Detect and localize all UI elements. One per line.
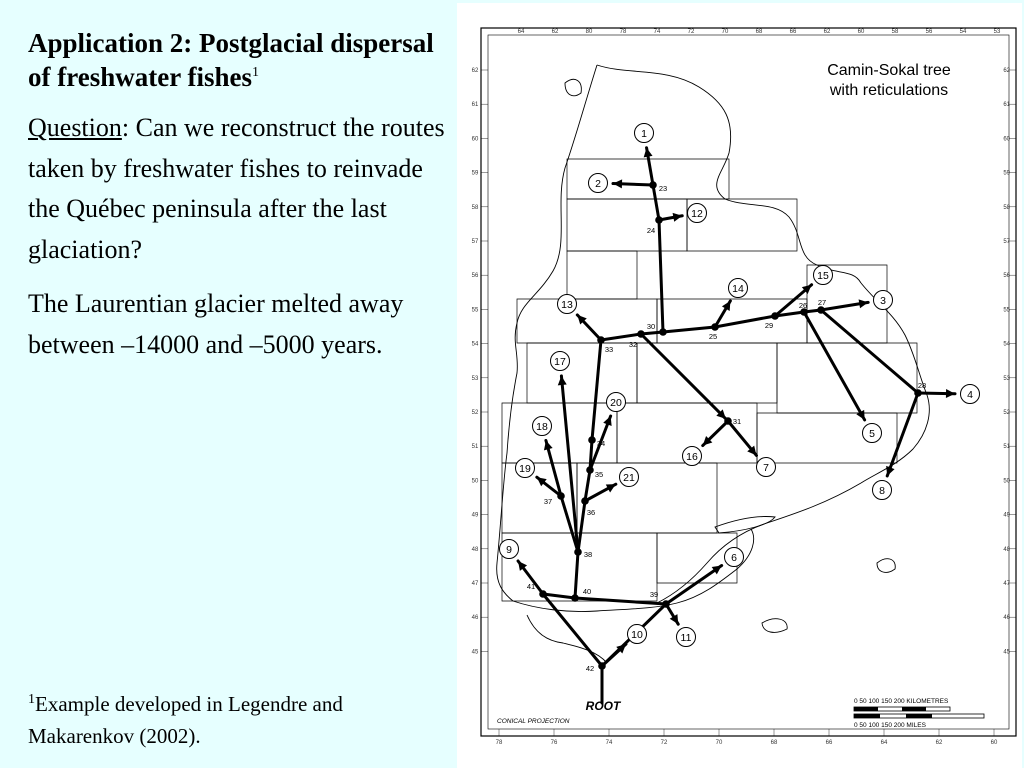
internal-node-dot [574, 548, 582, 556]
latitude-tick-label: 52 [471, 410, 479, 416]
longitude-tick-label: 78 [495, 740, 503, 746]
scale-mi-segment [906, 714, 932, 718]
internal-node-label: 32 [628, 340, 638, 349]
leaf-node-10 [628, 625, 647, 644]
internal-node-29 [765, 312, 779, 330]
longitude-tick-label: 72 [687, 29, 695, 35]
quebec-map [457, 3, 1022, 768]
latitude-tick-label: 45 [471, 649, 479, 656]
internal-node-dot [817, 306, 825, 314]
leaf-node-14 [729, 279, 748, 298]
latitude-tick-label: 55 [1003, 307, 1010, 314]
arrowhead [946, 389, 955, 398]
internal-node-label: 36 [586, 508, 596, 517]
latitude-tick-label: 50 [471, 478, 479, 485]
latitude-tick-label: 62 [1003, 68, 1010, 74]
leaf-node-20 [607, 393, 626, 412]
internal-node-dot [637, 330, 645, 338]
internal-node-39 [650, 590, 670, 608]
internal-node-dot [711, 323, 719, 331]
leaf-node-label: 1 [641, 127, 647, 140]
longitude-tick-label: 74 [605, 740, 613, 746]
longitude-tick-label: 76 [550, 740, 558, 746]
leaf-node-4 [961, 385, 980, 404]
leaf-node-19 [516, 459, 535, 478]
latitude-tick-label: 57 [1003, 239, 1010, 245]
caption-line-2: with reticulations [829, 82, 949, 99]
tree-edge [663, 327, 715, 332]
longitude-tick-label: 62 [823, 29, 831, 35]
scale-mi-segment [854, 714, 880, 718]
leaf-node-label: 12 [691, 207, 703, 220]
leaf-node-label: 8 [879, 484, 885, 497]
tree-edge [578, 501, 585, 552]
internal-node-label: 38 [583, 550, 593, 559]
latitude-tick-label: 54 [1003, 341, 1010, 348]
latitude-tick-label: 51 [471, 444, 479, 451]
east-island [877, 559, 895, 573]
leaf-node-2 [589, 174, 608, 193]
internal-node-dot [588, 436, 596, 444]
latitude-tick-label: 59 [1003, 170, 1010, 177]
tree-edge [592, 340, 601, 440]
internal-node-label: 29 [764, 321, 774, 330]
internal-node-label: 25 [708, 332, 718, 341]
latitude-tick-label: 56 [1003, 273, 1010, 280]
internal-node-label: 40 [582, 587, 592, 596]
internal-node-label: 42 [585, 664, 595, 673]
tree-nodes [500, 124, 980, 674]
leaf-node-label: 14 [732, 282, 744, 295]
internal-node-label: 27 [817, 298, 827, 307]
tree-edge [821, 310, 918, 393]
leaf-node-label: 21 [623, 471, 635, 484]
latitude-tick-label: 48 [1003, 546, 1010, 553]
latitude-tick-label: 53 [471, 375, 479, 382]
longitude-tick-label: 62 [935, 740, 943, 746]
internal-node-dot [649, 181, 657, 189]
longitude-tick-label: 74 [653, 29, 661, 35]
projection-label: CONICAL PROJECTION [497, 718, 570, 725]
arrowhead [613, 179, 622, 188]
longitude-tick-label: 66 [789, 29, 797, 35]
leaf-node-16 [683, 447, 702, 466]
internal-node-label: 37 [543, 497, 553, 506]
internal-node-label: 39 [649, 590, 659, 599]
slide-title-text: Application 2: Postglacial dispersal of freshwater fishes [28, 28, 434, 92]
internal-node-label: 26 [798, 301, 808, 310]
latitude-tick-label: 59 [471, 170, 479, 177]
internal-node-31 [724, 417, 741, 426]
latitude-tick-label: 57 [471, 239, 479, 245]
leaf-node-21 [620, 468, 639, 487]
longitude-tick-label: 64 [517, 29, 525, 35]
longitude-tick-label: 68 [770, 740, 778, 746]
leaf-node-label: 18 [536, 420, 548, 433]
internal-node-label: 23 [658, 184, 668, 193]
latitude-tick-label: 61 [471, 102, 479, 109]
longitude-tick-label: 72 [660, 740, 668, 746]
leaf-node-3 [874, 291, 893, 310]
leaf-node-5 [863, 424, 882, 443]
tree-edge [666, 566, 722, 604]
internal-node-label: 41 [526, 582, 536, 591]
latitude-tick-label: 61 [1003, 102, 1010, 109]
latitude-tick-label: 46 [1003, 615, 1010, 622]
latitude-tick-label: 50 [1003, 478, 1010, 485]
leaf-node-label: 5 [869, 427, 875, 440]
text-panel [28, 26, 446, 379]
footnote-text: Example developed in Legendre and Makarenkov (2002). [28, 692, 343, 748]
internal-node-37 [544, 492, 565, 506]
internal-node-label: 24 [646, 226, 656, 235]
longitude-tick-label: 60 [990, 740, 998, 746]
internal-node-dot [655, 216, 663, 224]
latitude-tick-label: 47 [1003, 581, 1010, 587]
longitude-tick-label: 70 [715, 740, 723, 746]
scale-km-segment [902, 707, 926, 711]
title-footnote-marker: 1 [251, 65, 259, 80]
internal-node-dot [598, 662, 606, 670]
latitude-tick-label: 58 [1003, 204, 1010, 211]
internal-node-dot [597, 336, 605, 344]
leaf-node-label: 15 [817, 269, 829, 282]
longitude-tick-label: 70 [721, 29, 729, 35]
scale-bars [854, 698, 984, 729]
leaf-node-label: 17 [554, 355, 566, 368]
leaf-node-7 [757, 458, 776, 477]
internal-node-dot [914, 389, 922, 397]
internal-node-dot [557, 492, 565, 500]
latitude-tick-label: 60 [1003, 136, 1010, 143]
leaf-node-label: 13 [561, 298, 573, 311]
tree-edge [543, 594, 575, 598]
map-panel [457, 3, 1022, 768]
tree-arrowheads [518, 148, 955, 654]
internal-node-dot [771, 312, 779, 320]
leaf-node-18 [533, 417, 552, 436]
internal-node-23 [649, 181, 667, 193]
root-label: ROOT [585, 699, 621, 713]
longitude-tick-label: 58 [891, 29, 899, 35]
leaf-node-label: 20 [610, 396, 622, 409]
glacier-paragraph: The Laurentian glacier melted away between –14000 and –5000 years. [28, 289, 404, 359]
internal-node-label: 33 [604, 345, 614, 354]
tree-edge [659, 220, 663, 332]
leaf-node-label: 9 [506, 543, 512, 556]
internal-node-label: 34 [596, 439, 606, 448]
leaf-node-label: 11 [680, 631, 692, 644]
leaf-node-label: 7 [763, 461, 769, 474]
latitude-tick-label: 55 [471, 307, 479, 314]
internal-node-label: 31 [732, 417, 742, 426]
leaf-node-11 [677, 628, 696, 647]
latitude-tick-label: 54 [471, 341, 479, 348]
longitude-tick-label: 78 [619, 29, 627, 35]
latitude-tick-label: 52 [1003, 410, 1010, 416]
leaf-node-6 [725, 548, 744, 567]
survey-grid-cells [502, 159, 917, 601]
south-island [762, 619, 787, 633]
footnote-marker: 1 [28, 692, 35, 707]
internal-node-dot [586, 466, 594, 474]
internal-node-dot [571, 594, 579, 602]
internal-node-dot [581, 497, 589, 505]
st-lawrence-north-shore [657, 483, 861, 603]
internal-node-25 [709, 323, 719, 341]
leaf-node-label: 2 [595, 177, 601, 190]
internal-node-32 [629, 330, 645, 349]
leaf-node-1 [635, 124, 654, 143]
tree-edge [887, 393, 918, 476]
slide-title [28, 26, 446, 94]
longitude-tick-label: 62 [551, 29, 559, 35]
scale-mi-label: 0 50 100 150 200 MILES [854, 722, 926, 729]
north-island [565, 79, 581, 95]
question-label: Question [28, 113, 122, 142]
latitude-tick-label: 45 [1003, 649, 1010, 656]
latitude-tick-label: 49 [1003, 512, 1010, 519]
leaf-node-17 [551, 352, 570, 371]
arrowhead [558, 376, 567, 385]
longitude-tick-label: 68 [755, 29, 763, 35]
longitude-tick-label: 53 [993, 29, 1001, 35]
longitude-tick-label: 66 [825, 740, 833, 746]
leaf-node-13 [558, 295, 577, 314]
latitude-tick-label: 51 [1003, 444, 1010, 451]
latitude-tick-label: 62 [471, 68, 479, 74]
leaf-node-label: 19 [519, 462, 531, 475]
internal-node-dot [659, 328, 667, 336]
leaf-node-label: 4 [967, 388, 973, 401]
tree-edge [543, 594, 602, 666]
tree-edge [585, 470, 590, 501]
latitude-tick-label: 53 [1003, 375, 1010, 382]
leaf-node-label: 16 [686, 450, 698, 463]
leaf-node-label: 6 [731, 551, 737, 564]
tree-edge [641, 334, 726, 419]
tree-edge [575, 552, 578, 598]
internal-node-dot [724, 417, 732, 425]
caption-line-1: Camin-Sokal tree [827, 62, 951, 79]
scale-km-label: 0 50 100 150 200 KILOMETRES [854, 698, 949, 705]
leaf-node-12 [688, 204, 707, 223]
longitude-tick-label: 64 [880, 740, 888, 746]
longitude-tick-label: 80 [585, 29, 593, 35]
longitude-tick-label: 56 [925, 29, 933, 35]
latitude-tick-label: 47 [471, 581, 479, 587]
latitude-tick-label: 58 [471, 204, 479, 211]
longitude-tick-label: 54 [959, 29, 967, 35]
leaf-node-label: 10 [631, 628, 643, 641]
leaf-node-8 [873, 481, 892, 500]
latitude-tick-label: 46 [471, 615, 479, 622]
scale-km-segment [854, 707, 878, 711]
internal-node-dot [662, 600, 670, 608]
latitude-tick-label: 60 [471, 136, 479, 143]
leaf-node-label: 3 [880, 294, 886, 307]
anticosti-island [715, 516, 775, 533]
latitude-tick-label: 49 [471, 512, 479, 519]
latitude-tick-label: 48 [471, 546, 479, 553]
internal-node-label: 28 [917, 381, 927, 390]
map-tick-labels [472, 29, 1011, 746]
latitude-tick-label: 56 [471, 273, 479, 280]
internal-node-dot [539, 590, 547, 598]
question-text: : Can we reconstruct the routes taken by freshwater fishes to reinvade the Québec peninsula after the last glaciation? [28, 113, 445, 264]
longitude-tick-label: 60 [857, 29, 865, 35]
internal-node-label: 30 [646, 322, 656, 331]
footnote [28, 688, 446, 752]
tree-edge [804, 312, 865, 420]
leaf-node-9 [500, 540, 519, 559]
leaf-node-15 [814, 266, 833, 285]
internal-node-label: 35 [594, 470, 604, 479]
question-paragraph [28, 108, 446, 270]
